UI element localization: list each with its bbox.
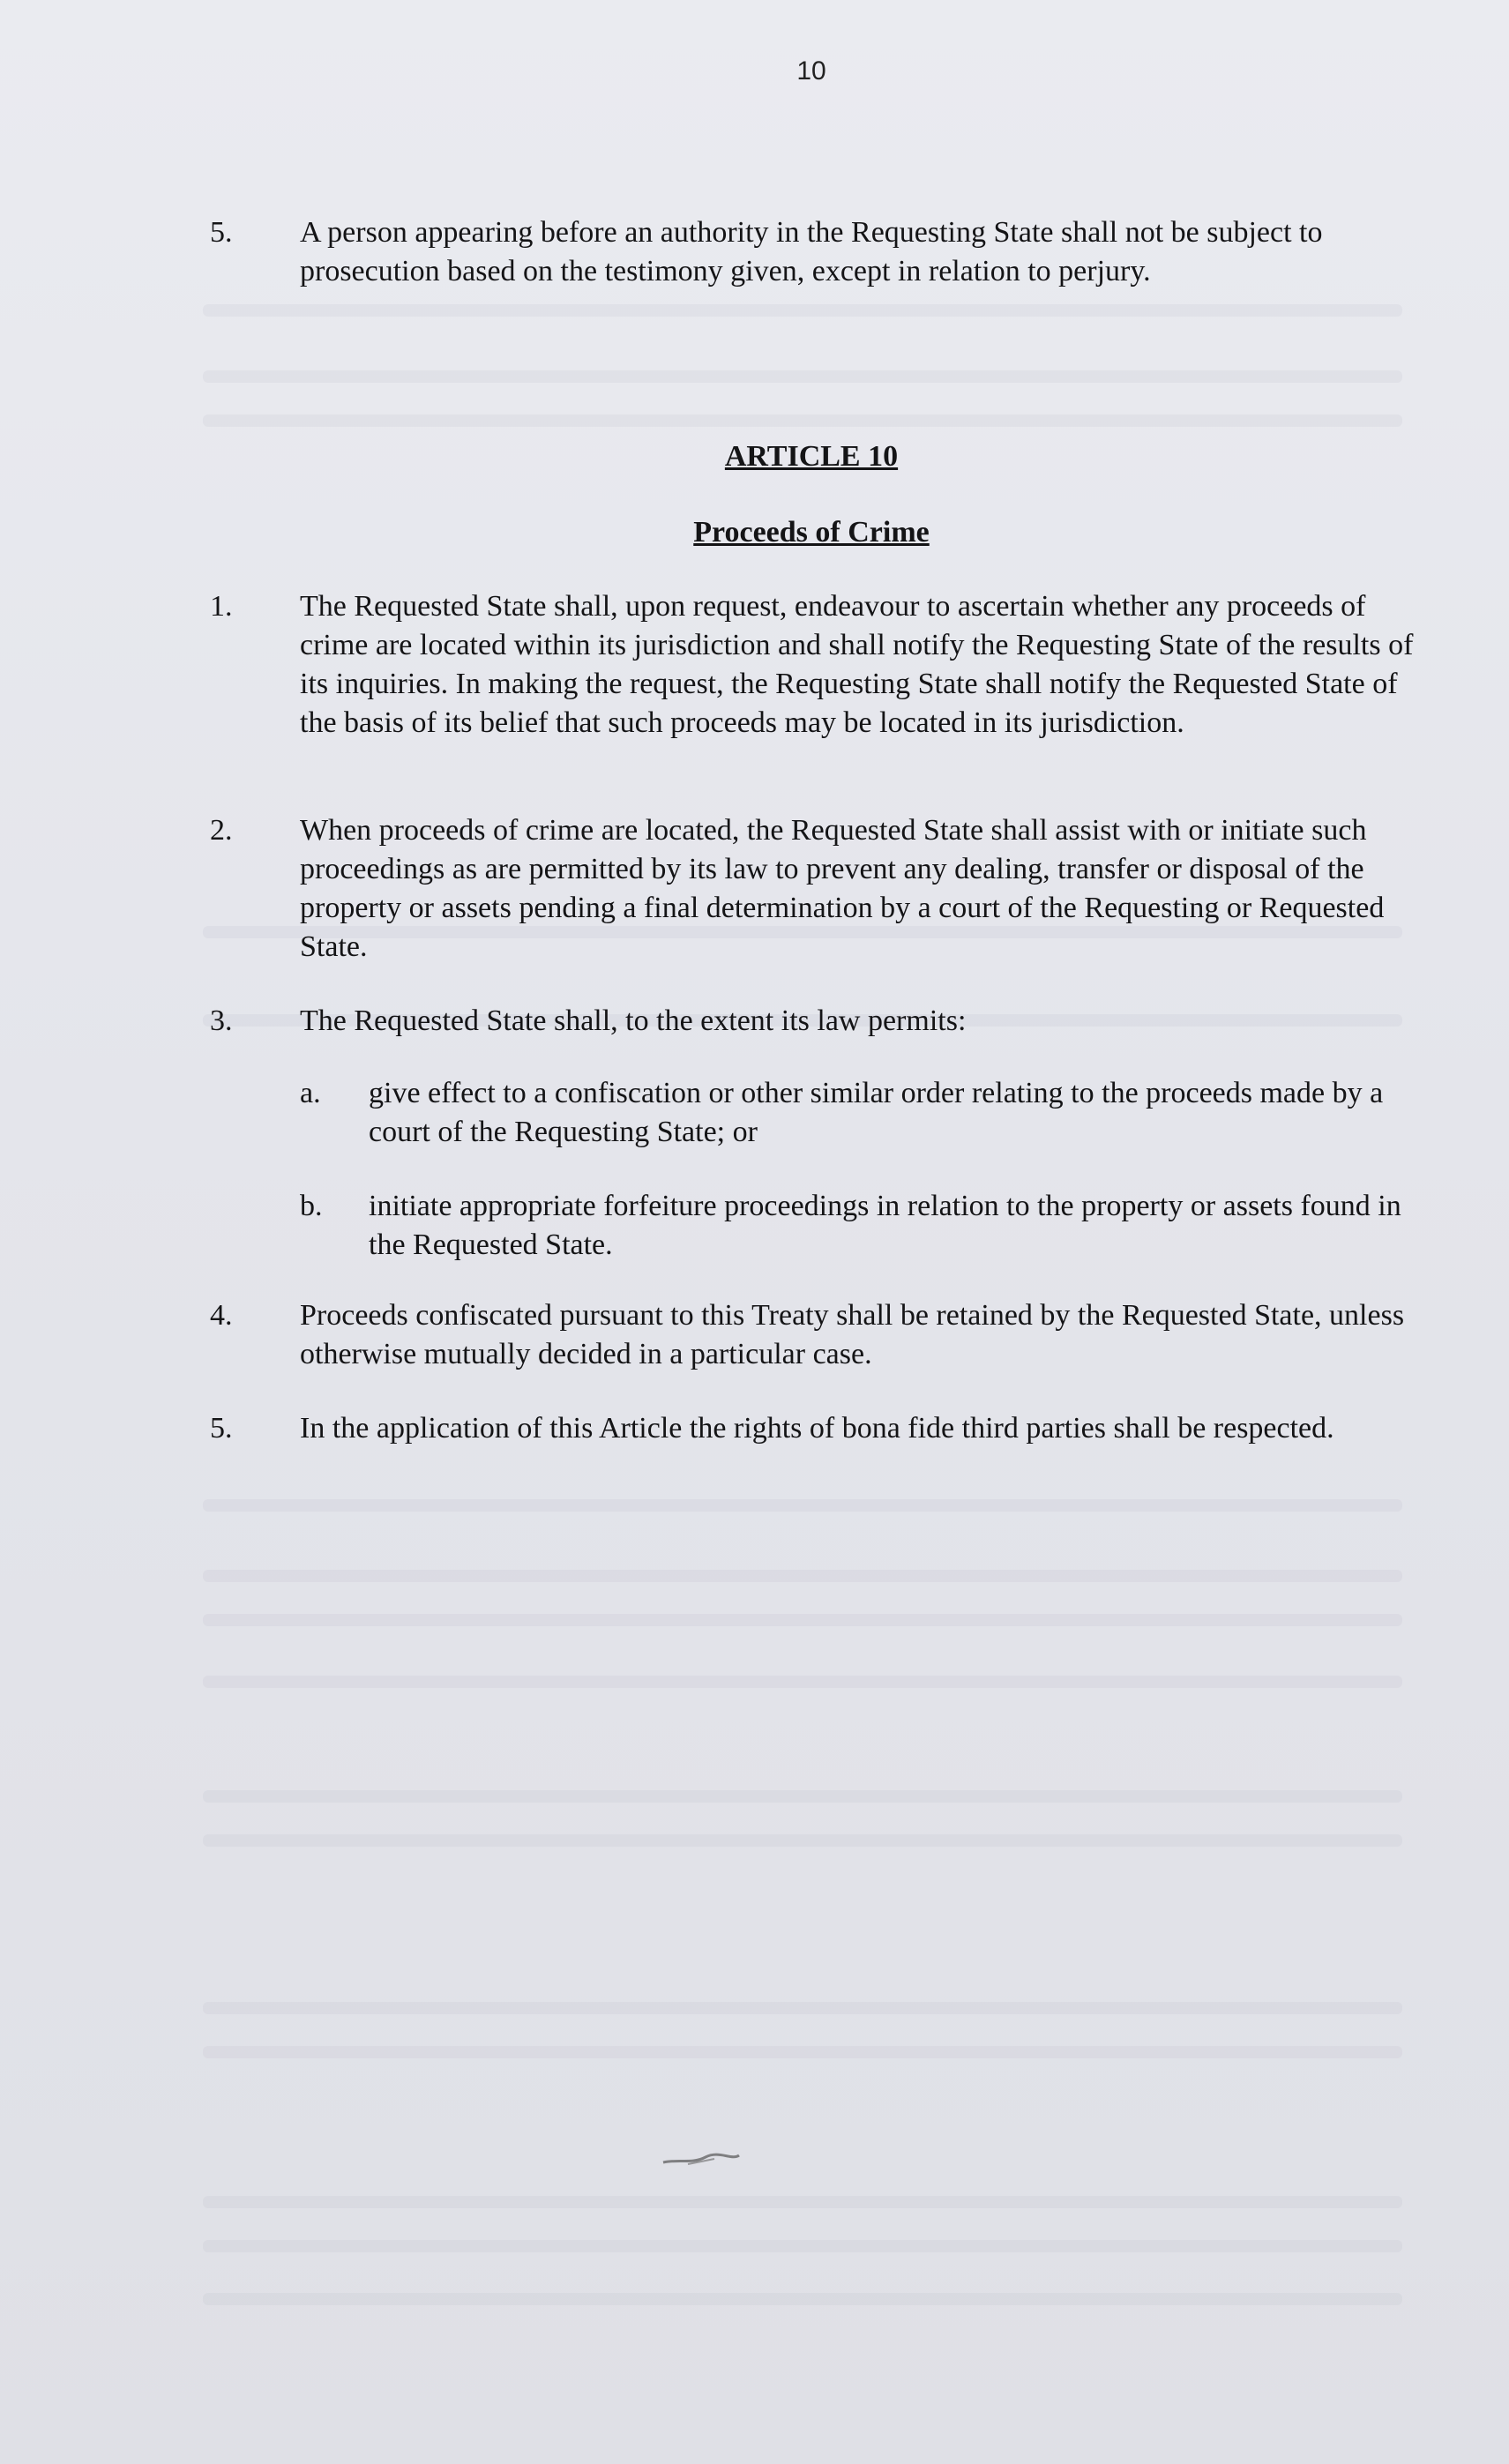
article-title: ARTICLE 10 (724, 440, 899, 473)
bleed-through-line (203, 1676, 1402, 1688)
bleed-through-line (203, 414, 1402, 427)
paragraph-number: 5. (210, 1412, 233, 1445)
bleed-through-line (203, 1570, 1402, 1582)
subparagraph-text: initiate appropriate forfeiture proceedings in relation to the property or assets found in the Requested State. (369, 1190, 1401, 1261)
paragraph-text: The Requested State shall, to the extent its law permits: (300, 1004, 967, 1037)
paragraph-3 (210, 1002, 1427, 1041)
page-number: 10 (796, 56, 826, 86)
subparagraph-text: give effect to a confiscation or other similar order relating to the proceeds made by a court of the Requesting State; or (369, 1077, 1384, 1148)
subparagraph-letter: b. (300, 1190, 323, 1222)
bleed-through-line (203, 2196, 1402, 2208)
paragraph-text: A person appearing before an authority in the Requesting State shall not be subject to prosecution based on the testimony given, except in relation to perjury. (300, 216, 1323, 287)
paragraph-text: The Requested State shall, upon request, endeavour to ascertain whether any proceeds of crime are located within its jurisdiction and shall notify the Requesting State of the results of its inquiries. In making the request, the Requesting State shall notify the Requested State of the basis of its belief that such proceeds may be located in its jurisdiction. (300, 590, 1414, 739)
paragraph-number: 3. (210, 1004, 233, 1037)
bleed-through-line (203, 2046, 1402, 2058)
bleed-through-line (203, 2293, 1402, 2305)
bleed-through-line (203, 2240, 1402, 2252)
paragraph-text: Proceeds confiscated pursuant to this Treaty shall be retained by the Requested State, unless otherwise mutually decided in a particular case. (300, 1299, 1405, 1370)
bleed-through-line (203, 304, 1402, 317)
subparagraph-b (300, 1187, 1429, 1265)
bleed-through-line (203, 1790, 1402, 1803)
paragraph-number: 1. (210, 590, 233, 623)
ink-smudge (661, 2152, 741, 2168)
paragraph-2 (210, 811, 1427, 967)
paragraph-4 (210, 1296, 1427, 1374)
subparagraph-a (300, 1074, 1429, 1152)
paragraph-text: When proceeds of crime are located, the Requested State shall assist with or initiate such proceedings as are permitted by its law to prevent any dealing, transfer or disposal of the property or assets pending a final determination by a court of the Requesting or Requested State. (300, 814, 1385, 963)
bleed-through-line (203, 370, 1402, 383)
bleed-through-line (203, 1499, 1402, 1512)
bleed-through-line (203, 1834, 1402, 1847)
carryover-paragraph (210, 213, 1427, 291)
subparagraph-letter: a. (300, 1077, 321, 1109)
bleed-through-line (203, 2002, 1402, 2014)
article-subtitle: Proceeds of Crime (693, 516, 930, 549)
paragraph-text: In the application of this Article the rights of bona fide third parties shall be respected. (300, 1412, 1334, 1445)
paragraph-1 (210, 587, 1427, 743)
bleed-through-line (203, 1614, 1402, 1626)
paragraph-number: 5. (210, 216, 233, 249)
paragraph-number: 4. (210, 1299, 233, 1332)
paragraph-5 (210, 1409, 1427, 1448)
paragraph-number: 2. (210, 814, 233, 847)
